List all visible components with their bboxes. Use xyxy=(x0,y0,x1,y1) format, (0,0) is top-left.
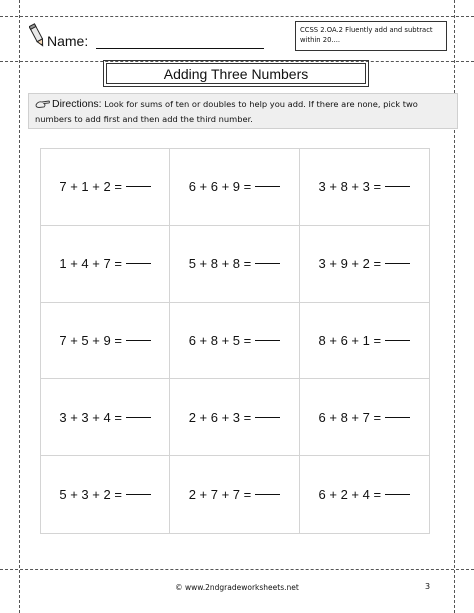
problem-cell xyxy=(170,456,299,533)
problem-equation: 3 + 3 + 4 = xyxy=(59,409,122,425)
problem-grid xyxy=(40,148,430,534)
top-dashed-guide xyxy=(0,16,474,17)
problem-cell xyxy=(170,379,299,456)
page-title: Adding Three Numbers xyxy=(163,65,309,82)
problem-equation: 2 + 7 + 7 = xyxy=(188,487,252,503)
page-number: 3 xyxy=(425,582,431,591)
directions-text: Look for sums of ten or doubles to help you add. If there are none, pick two numbers to add first and then add the third number. xyxy=(35,99,418,124)
problem-cell xyxy=(300,149,429,226)
problem-cell xyxy=(41,456,170,533)
problem-cell xyxy=(300,303,429,380)
name-label: Name: xyxy=(47,33,89,49)
answer-blank[interactable] xyxy=(126,186,151,187)
directions-box xyxy=(28,93,458,129)
hand-pointer-icon xyxy=(35,99,51,109)
answer-blank[interactable] xyxy=(255,340,280,341)
problem-cell xyxy=(41,226,170,303)
problem-cell xyxy=(170,303,299,380)
problem-equation: 8 + 6 + 1 = xyxy=(318,332,382,348)
answer-blank[interactable] xyxy=(255,417,280,418)
problem-equation: 3 + 8 + 3 = xyxy=(318,179,382,195)
problem-equation: 6 + 2 + 4 = xyxy=(318,487,382,503)
problem-equation: 6 + 8 + 5 = xyxy=(188,332,252,348)
problem-cell xyxy=(41,379,170,456)
problem-cell xyxy=(41,303,170,380)
directions-label: Directions: xyxy=(52,98,102,110)
problem-cell xyxy=(41,149,170,226)
problem-equation: 5 + 3 + 2 = xyxy=(59,487,122,503)
page-title-box xyxy=(103,60,369,87)
right-dashed-guide xyxy=(454,0,455,613)
answer-blank[interactable] xyxy=(255,494,280,495)
problem-equation: 6 + 6 + 9 = xyxy=(188,179,252,195)
problem-cell xyxy=(170,149,299,226)
answer-blank[interactable] xyxy=(385,494,410,495)
answer-blank[interactable] xyxy=(255,263,280,264)
answer-blank[interactable] xyxy=(255,186,280,187)
problem-cell xyxy=(170,226,299,303)
footer-website: © www.2ndgradeworksheets.net xyxy=(175,583,299,592)
problem-cell xyxy=(300,379,429,456)
name-write-line[interactable] xyxy=(96,48,264,49)
answer-blank[interactable] xyxy=(126,340,151,341)
answer-blank[interactable] xyxy=(126,263,151,264)
problem-cell xyxy=(300,456,429,533)
problem-cell xyxy=(300,226,429,303)
answer-blank[interactable] xyxy=(126,417,151,418)
problem-equation: 1 + 4 + 7 = xyxy=(59,256,122,272)
answer-blank[interactable] xyxy=(385,186,410,187)
pencil-icon xyxy=(29,22,45,48)
problem-equation: 2 + 6 + 3 = xyxy=(188,409,252,425)
problem-equation: 3 + 9 + 2 = xyxy=(318,256,382,272)
left-dashed-guide xyxy=(19,0,20,613)
problem-equation: 7 + 5 + 9 = xyxy=(59,332,122,348)
answer-blank[interactable] xyxy=(385,340,410,341)
answer-blank[interactable] xyxy=(126,494,151,495)
bottom-dashed-guide xyxy=(0,569,474,570)
problem-equation: 5 + 8 + 8 = xyxy=(188,256,252,272)
answer-blank[interactable] xyxy=(385,417,410,418)
problem-equation: 6 + 8 + 7 = xyxy=(318,409,382,425)
answer-blank[interactable] xyxy=(385,263,410,264)
standard-box: CCSS 2.OA.2 Fluently add and subtract within 20.... xyxy=(295,21,447,51)
problem-equation: 7 + 1 + 2 = xyxy=(59,179,122,195)
